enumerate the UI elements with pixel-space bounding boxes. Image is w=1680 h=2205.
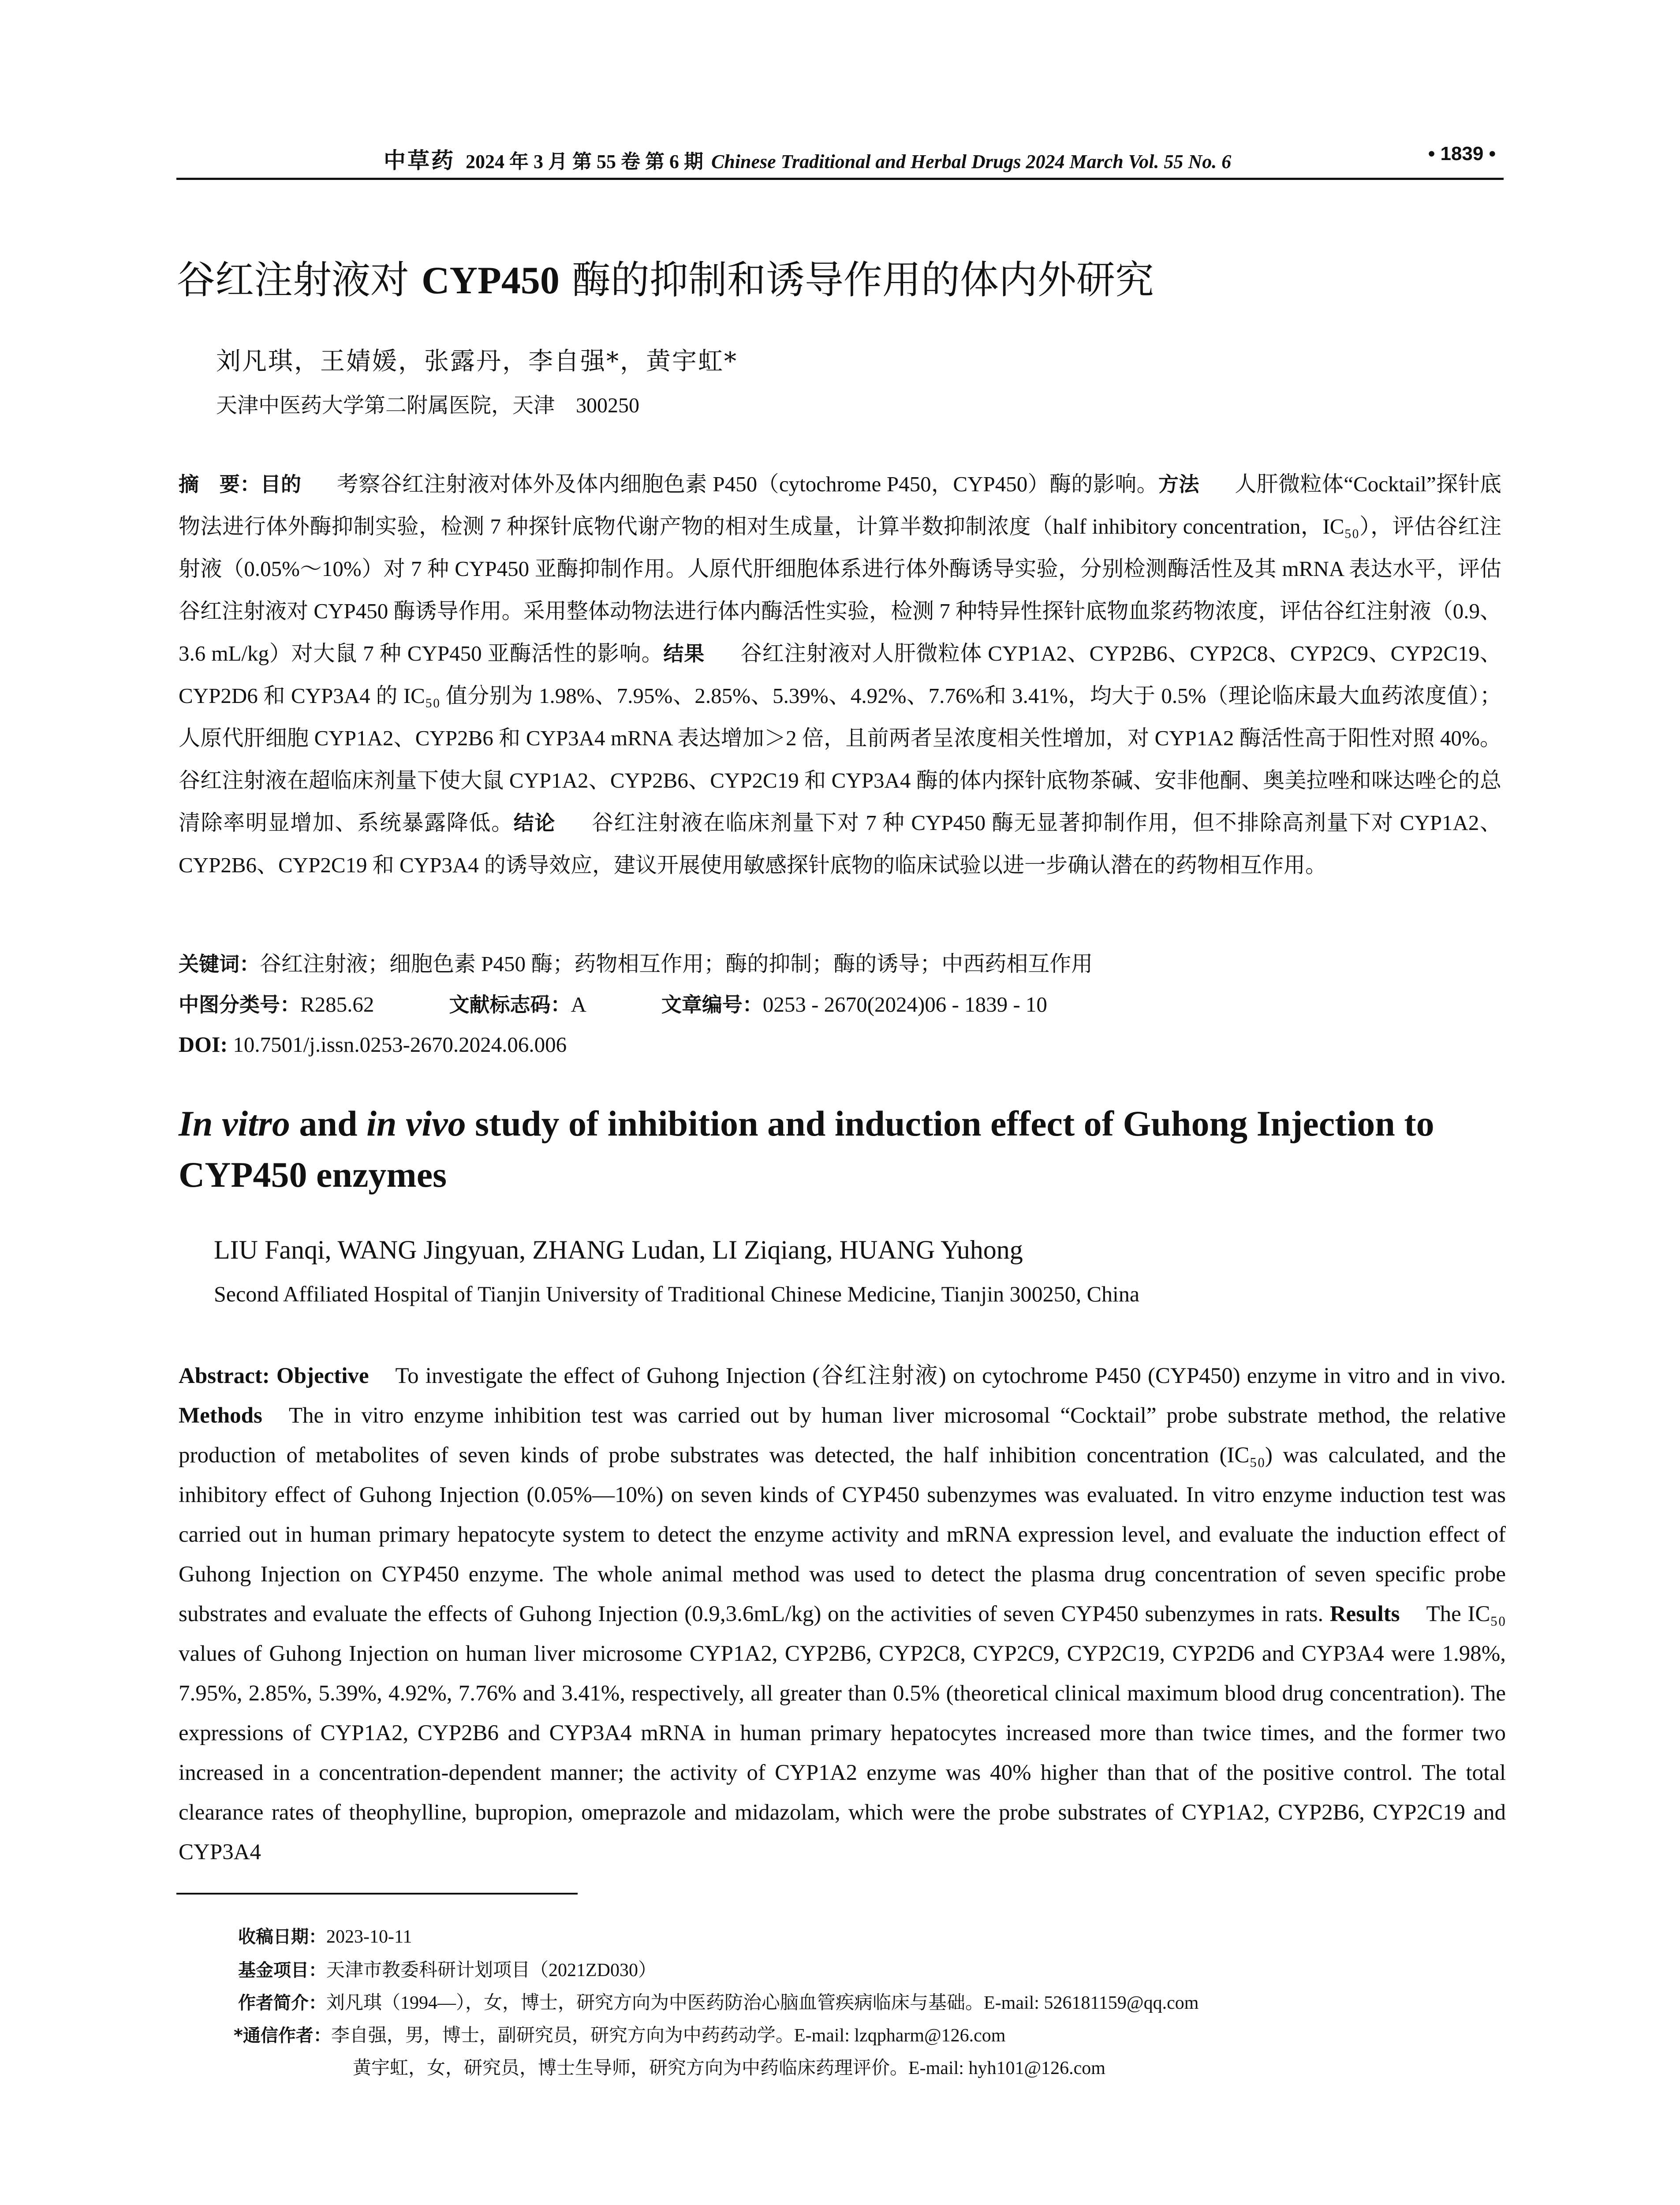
corresponding-label: *通信作者： xyxy=(234,2026,331,2046)
received-value: 2023-10-11 xyxy=(326,1927,412,1947)
title-en-italic-2: in vivo xyxy=(366,1103,466,1144)
methods-en-text: The in vitro enzyme inhibition test was carried out by human liver microsomal “Cocktail” probe substrate method, the relative production of metabolites of seven kinds of probe substrates was detected, the half inhibition concentration (IC₅₀) was calculated, and the inhibitory effect of Guhong Injection (0.05%—10%) on seven kinds of CYP450 subenzymes was evaluated. In vitro enzyme induction test was carried out in human primary hepatocyte system to detect the enzyme activity and mRNA expression level, and evaluate the induction effect of Guhong Injection on CYP450 enzyme. The whole animal method was used to detect the plasma drug concentration of seven specific probe substrates and evaluate the effects of Guhong Injection (0.9,3.6mL/kg) on the activities of seven CYP450 subenzymes in rats. xyxy=(179,1403,1506,1626)
abstract-en-label: Abstract: Objective xyxy=(179,1364,369,1388)
doi-link[interactable]: 10.7501/j.issn.0253-2670.2024.06.006 xyxy=(233,1032,567,1057)
title-cn-pre: 谷红注射液对 xyxy=(176,257,422,303)
title-en-text-2: study of inhibition and induction effect of Guhong Injection to CYP450 enzymes xyxy=(179,1103,1434,1195)
footnote-fund xyxy=(238,1955,657,1982)
doi-line xyxy=(179,1023,1501,1066)
conclusion-cn-text: 谷红注射液在临床剂量下对 7 种 CYP450 酶无显著抑制作用，但不排除高剂量下对 CYP1A2、CYP2B6、CYP2C19 和 CYP3A4 的诱导效应，建议开展使用敏感探针底物的临床试验以进一步确认潜在的药物相互作用。 xyxy=(179,811,1502,877)
bio-label: 作者简介： xyxy=(238,1993,326,2013)
received-label: 收稿日期： xyxy=(238,1927,326,1947)
clc-value: R285.62 xyxy=(300,992,374,1017)
article-no-value: 0253 - 2670(2024)06 - 1839 - 10 xyxy=(762,992,1047,1017)
conclusion-cn-label: 结论 xyxy=(513,811,556,835)
issue-date-cn: 2024 年 3 月 第 55 卷 第 6 期 xyxy=(466,151,703,172)
abstract-en xyxy=(179,1356,1506,1872)
objective-cn-text: 考察谷红注射液对体外及体内细胞色素 P450（cytochrome P450，CYP450）酶的影响。 xyxy=(336,472,1159,496)
methods-cn-label: 方法 xyxy=(1158,472,1199,496)
objective-en-text: To investigate the effect of Guhong Injection (谷红注射液) on cytochrome P450 (CYP450) enzyme in vitro and in vivo. xyxy=(395,1364,1506,1388)
abstract-cn-label: 摘 要： xyxy=(179,472,261,496)
results-en-text: The IC₅₀ values of Guhong Injection on human liver microsome CYP1A2, CYP2B6, CYP2C8, CYP2C9, CYP2C19, CYP2D6 and CYP3A4 were 1.98%, 7.95%, 2.85%, 5.39%, 4.92%, 7.76% and 3.41%, respectively, all greater than 0.5% (theoretical clinical maximum blood drug concentration). The expressions of CYP1A2, CYP2B6 and CYP3A4 mRNA in human primary hepatocytes increased more than twice times, and the former two increased in a concentration-dependent manner; the activity of CYP1A2 enzyme was 40% higher than that of the positive control. The total clearance rates of theophylline, bupropion, omeprazole and midazolam, which were the probe substrates of CYP1A2, CYP2B6, CYP2C19 and CYP3A4 xyxy=(179,1602,1506,1865)
doi-label: DOI: xyxy=(179,1032,228,1057)
footnote-corresponding-2 xyxy=(353,2053,1105,2080)
title-en-italic-1: In vitro xyxy=(179,1103,290,1144)
journal-run xyxy=(384,143,1231,175)
authors-cn: 刘凡琪，王婧媛，张露丹，李自强*，黄宇虹* xyxy=(216,347,738,376)
journal-logo-cn: 中草药 xyxy=(384,148,455,173)
keywords-cn-label: 关键词： xyxy=(179,952,260,976)
corresponding-2: 黄宇虹，女，研究员，博士生导师，研究方向为中药临床药理评价。E-mail: hyh101@126.com xyxy=(353,2058,1105,2078)
methods-cn-text: 人肝微粒体“Cocktail”探针底物法进行体外酶抑制实验，检测 7 种探针底物代谢产物的相对生成量，计算半数抑制浓度（half inhibitory concentration，IC₅₀），评估谷红注射液（0.05%～10%）对 7 种 CYP450 亚酶抑制作用。人原代肝细胞体系进行体外酶诱导实验，分别检测酶活性及其 mRNA 表达水平，评估谷红注射液对 CYP450 酶诱导作用。采用整体动物法进行体内酶活性实验，检测 7 种特异性探针底物血浆药物浓度，评估谷红注射液（0.9、3.6 mL/kg）对大鼠 7 种 CYP450 亚酶活性的影响。 xyxy=(179,472,1502,665)
results-cn-label: 结果 xyxy=(663,642,705,665)
title-en-text-1: and xyxy=(290,1103,367,1144)
title-cn xyxy=(176,249,1154,305)
title-en xyxy=(179,1098,1510,1200)
footnote-received xyxy=(238,1923,412,1948)
affiliation-en: Second Affiliated Hospital of Tianjin University of Traditional Chinese Medicine, Tianjin 300250, China xyxy=(214,1282,1140,1306)
keywords-cn xyxy=(179,943,1501,985)
objective-cn-label: 目的 xyxy=(260,472,302,496)
results-en-label: Results xyxy=(1329,1602,1400,1626)
abstract-cn xyxy=(179,463,1501,886)
footnote-corresponding xyxy=(234,2021,1005,2047)
footnote-divider xyxy=(176,1893,578,1895)
corresponding-1: 李自强，男，博士，副研究员，研究方向为中药药动学。E-mail: lzqpharm@126.com xyxy=(331,2026,1006,2046)
journal-name-en: Chinese Traditional and Herbal Drugs 2024 March Vol. 55 No. 6 xyxy=(711,151,1232,172)
bio-value: 刘凡琪（1994—），女，博士，研究方向为中医药防治心脑血管疾病临床与基础。E-mail: 526181159@qq.com xyxy=(326,1993,1199,2013)
doc-code-value: A xyxy=(571,992,586,1017)
doc-code-label: 文献标志码： xyxy=(449,993,571,1017)
fund-value: 天津市教委科研计划项目（2021ZD030） xyxy=(326,1960,657,1981)
classification-line xyxy=(179,983,1501,1026)
title-cn-bold: CYP450 xyxy=(421,259,560,302)
page-number: • 1839 • xyxy=(1428,143,1496,164)
clc-label: 中图分类号： xyxy=(179,993,300,1017)
footnote-author-bio xyxy=(238,1988,1198,2014)
title-cn-post: 酶的抑制和诱导作用的体内外研究 xyxy=(559,257,1154,303)
results-cn-text: 谷红注射液对人肝微粒体 CYP1A2、CYP2B6、CYP2C8、CYP2C9、CYP2C19、CYP2D6 和 CYP3A4 的 IC₅₀ 值分别为 1.98%、7.95%、2.85%、5.39%、4.92%、7.76%和 3.41%，均大于 0.5%（理论临床最大血药浓度值）；人原代肝细胞 CYP1A2、CYP2B6 和 CYP3A4 mRNA 表达增加＞2 倍，且前两者呈浓度相关性增加，对 CYP1A2 酶活性高于阳性对照 40%。谷红注射液在超临床剂量下使大鼠 CYP1A2、CYP2B6、CYP2C19 和 CYP3A4 酶的体内探针底物茶碱、安非他酮、奥美拉唑和咪达唑仑的总清除率明显增加、系统暴露降低。 xyxy=(179,641,1502,835)
authors-en: LIU Fanqi, WANG Jingyuan, ZHANG Ludan, LI Ziqiang, HUANG Yuhong xyxy=(214,1235,1023,1264)
keywords-cn-text: 谷红注射液；细胞色素 P450 酶；药物相互作用；酶的抑制；酶的诱导；中西药相互作用 xyxy=(260,952,1093,976)
affiliation-cn: 天津中医药大学第二附属医院，天津 300250 xyxy=(216,394,640,417)
article-no-label: 文章编号： xyxy=(661,993,763,1017)
running-header xyxy=(176,140,1504,180)
fund-label: 基金项目： xyxy=(238,1960,326,1981)
methods-en-label: Methods xyxy=(179,1403,262,1428)
